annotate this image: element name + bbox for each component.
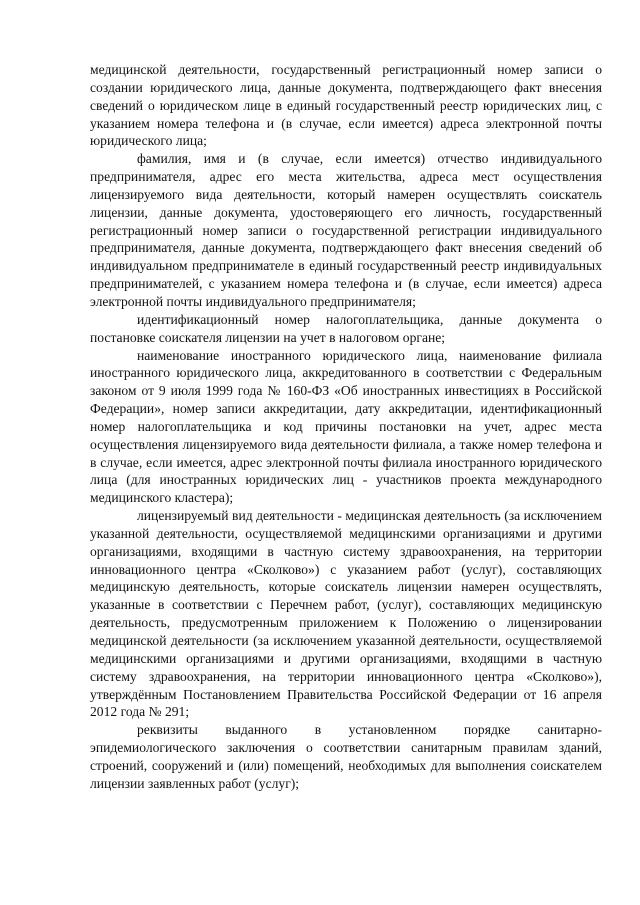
paragraph-taxpayer-number: идентификационный номер налогоплательщика, данные документа о постановке соискателя лицензии на учет в налоговом органе; xyxy=(90,311,602,345)
paragraph-foreign-entity: наименование иностранного юридического лица, наименование филиала иностранного юридического лица, аккредитованного в соответствии с Федеральным законом от 9 июля 1999 года № 160-ФЗ «Об иностранных инвестициях в Российской Федерации», номер записи аккредитации, дату аккредитации, идентификационный номер налогоплательщика и код причины постановки на учет, адрес места осуществления лицензируемого вида деятельности филиала, а также номер телефона и в случае, если имеется, адрес электронной почты филиала иностранного юридического лица (для иностранных юридических лиц - участников проекта международного медицинского кластера); xyxy=(90,347,602,506)
paragraph-entrepreneur-details: фамилия, имя и (в случае, если имеется) отчество индивидуального предпринимателя, адрес его места жительства, адреса мест осуществления лицензируемого вида деятельности, который намерен осуществлять соискатель лицензии, данные документа, удостоверяющего его личность, государственный регистрационный номер записи о государственной регистрации индивидуального предпринимателя, данные документа, подтверждающего факт внесения сведений об индивидуальном предпринимателе в единый государственный реестр индивидуальных предпринимателей, с указанием номера телефона и (в случае, если имеется) адреса электронной почты индивидуального предпринимателя; xyxy=(90,151,602,309)
paragraph-legal-entity-details: медицинской деятельности, государственный регистрационный номер записи о создании юридического лица, данные документа, подтверждающего факт внесения сведений о юридическом лице в единый государственный реестр юридических лиц, с указанием номера телефона и (в случае, если имеется) адреса электронной почты юридического лица; xyxy=(90,62,602,149)
paragraph-licensed-activity: лицензируемый вид деятельности - медицинская деятельность (за исключением указанной деятельности, осуществляемой медицинскими организациями и другими организациями, входящими в частную систему здравоохранения, на территории инновационного центра «Сколково») с указанием работ (услуг), составляющих медицинскую деятельность, которые соискатель лицензии намерен осуществлять, указанные в соответствии с Перечнем работ, (услуг), составляющих медицинскую деятельность, предусмотренным приложением к Положению о лицензировании медицинской деятельности (за исключением указанной деятельности, осуществляемой медицинскими организациями и другими организациями, входящими в частную систему здравоохранения, на территории инновационного центра «Сколково»), утверждённым Постановлением Правительства Российской Федерации от 16 апреля 2012 года № 291; xyxy=(90,508,602,720)
paragraph-sanitary-conclusion: реквизиты выданного в установленном порядке санитарно-эпидемиологического заключения о соответствии санитарным правилам зданий, строений, сооружений и (или) помещений, необходимых для выполнения соискателем лицензии заявленных работ (услуг); xyxy=(90,722,602,791)
